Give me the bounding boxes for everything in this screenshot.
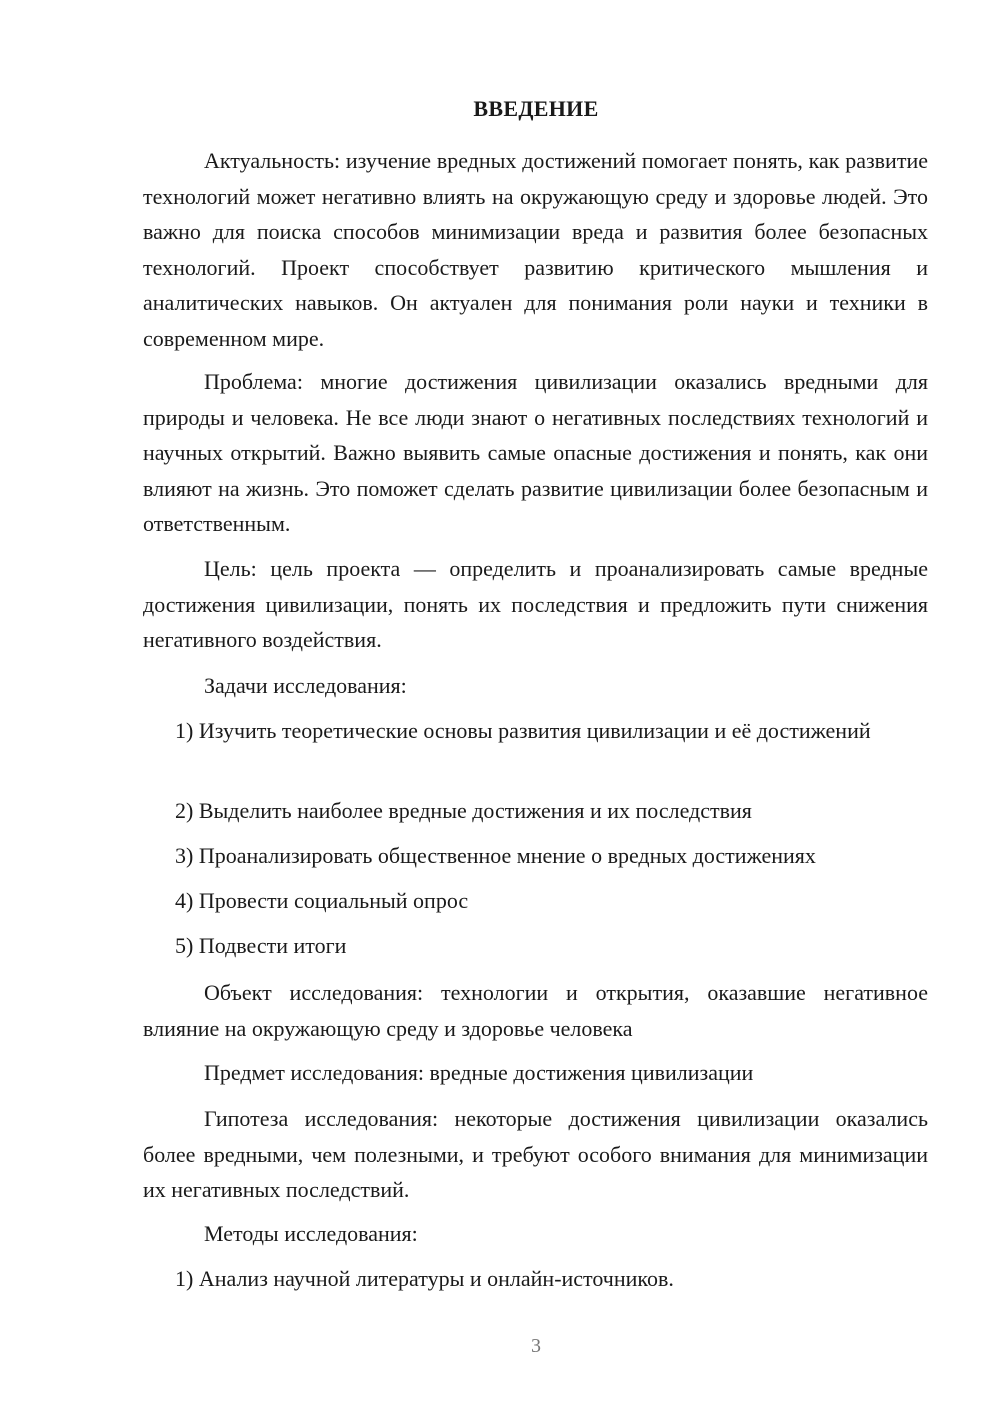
paragraph-problem: Проблема: многие достижения цивилизации оказались вредными для природы и человека. Не все люди знают о негативных последствиях технологий и научных открытий. Важно выявить самые опасные достижения и понять, как они влияют на жизнь. Это поможет сделать развитие цивилизации более безопасным и ответственным. bbox=[143, 369, 928, 536]
page-number: 3 bbox=[531, 1335, 541, 1357]
section-title: ВВЕДЕНИЕ bbox=[473, 96, 599, 121]
task-item-3: 3) Проанализировать общественное мнение о вредных достижениях bbox=[175, 843, 816, 868]
task-item-5: 5) Подвести итоги bbox=[175, 933, 347, 958]
paragraph-subject: Предмет исследования: вредные достижения цивилизации bbox=[204, 1060, 754, 1085]
task-item-1: 1) Изучить теоретические основы развития цивилизации и её достижений bbox=[175, 718, 871, 743]
methods-heading: Методы исследования: bbox=[204, 1221, 418, 1246]
paragraph-object: Объект исследования: технологии и открытия, оказавшие негативное влияние на окружающую среду и здоровье человека bbox=[143, 980, 928, 1041]
tasks-heading: Задачи исследования: bbox=[204, 673, 407, 698]
task-item-2: 2) Выделить наиболее вредные достижения и их последствия bbox=[175, 798, 752, 823]
paragraph-goal: Цель: цель проекта — определить и проанализировать самые вредные достижения цивилизации, понять их последствия и предложить пути снижения негативного воздействия. bbox=[143, 556, 928, 652]
task-item-4: 4) Провести социальный опрос bbox=[175, 888, 469, 913]
paragraph-relevance: Актуальность: изучение вредных достижений помогает понять, как развитие технологий может негативно влиять на окружающую среду и здоровье людей. Это важно для поиска способов минимизации вреда и развития более безопасных технологий. Проект способствует развитию критического мышления и аналитических навыков. Он актуален для понимания роли науки и техники в современном мире. bbox=[143, 148, 928, 351]
paragraph-hypothesis: Гипотеза исследования: некоторые достижения цивилизации оказались более вредными, чем полезными, и требуют особого внимания для минимизации их негативных последствий. bbox=[143, 1106, 928, 1202]
method-item-1: 1) Анализ научной литературы и онлайн-источников. bbox=[175, 1266, 674, 1291]
